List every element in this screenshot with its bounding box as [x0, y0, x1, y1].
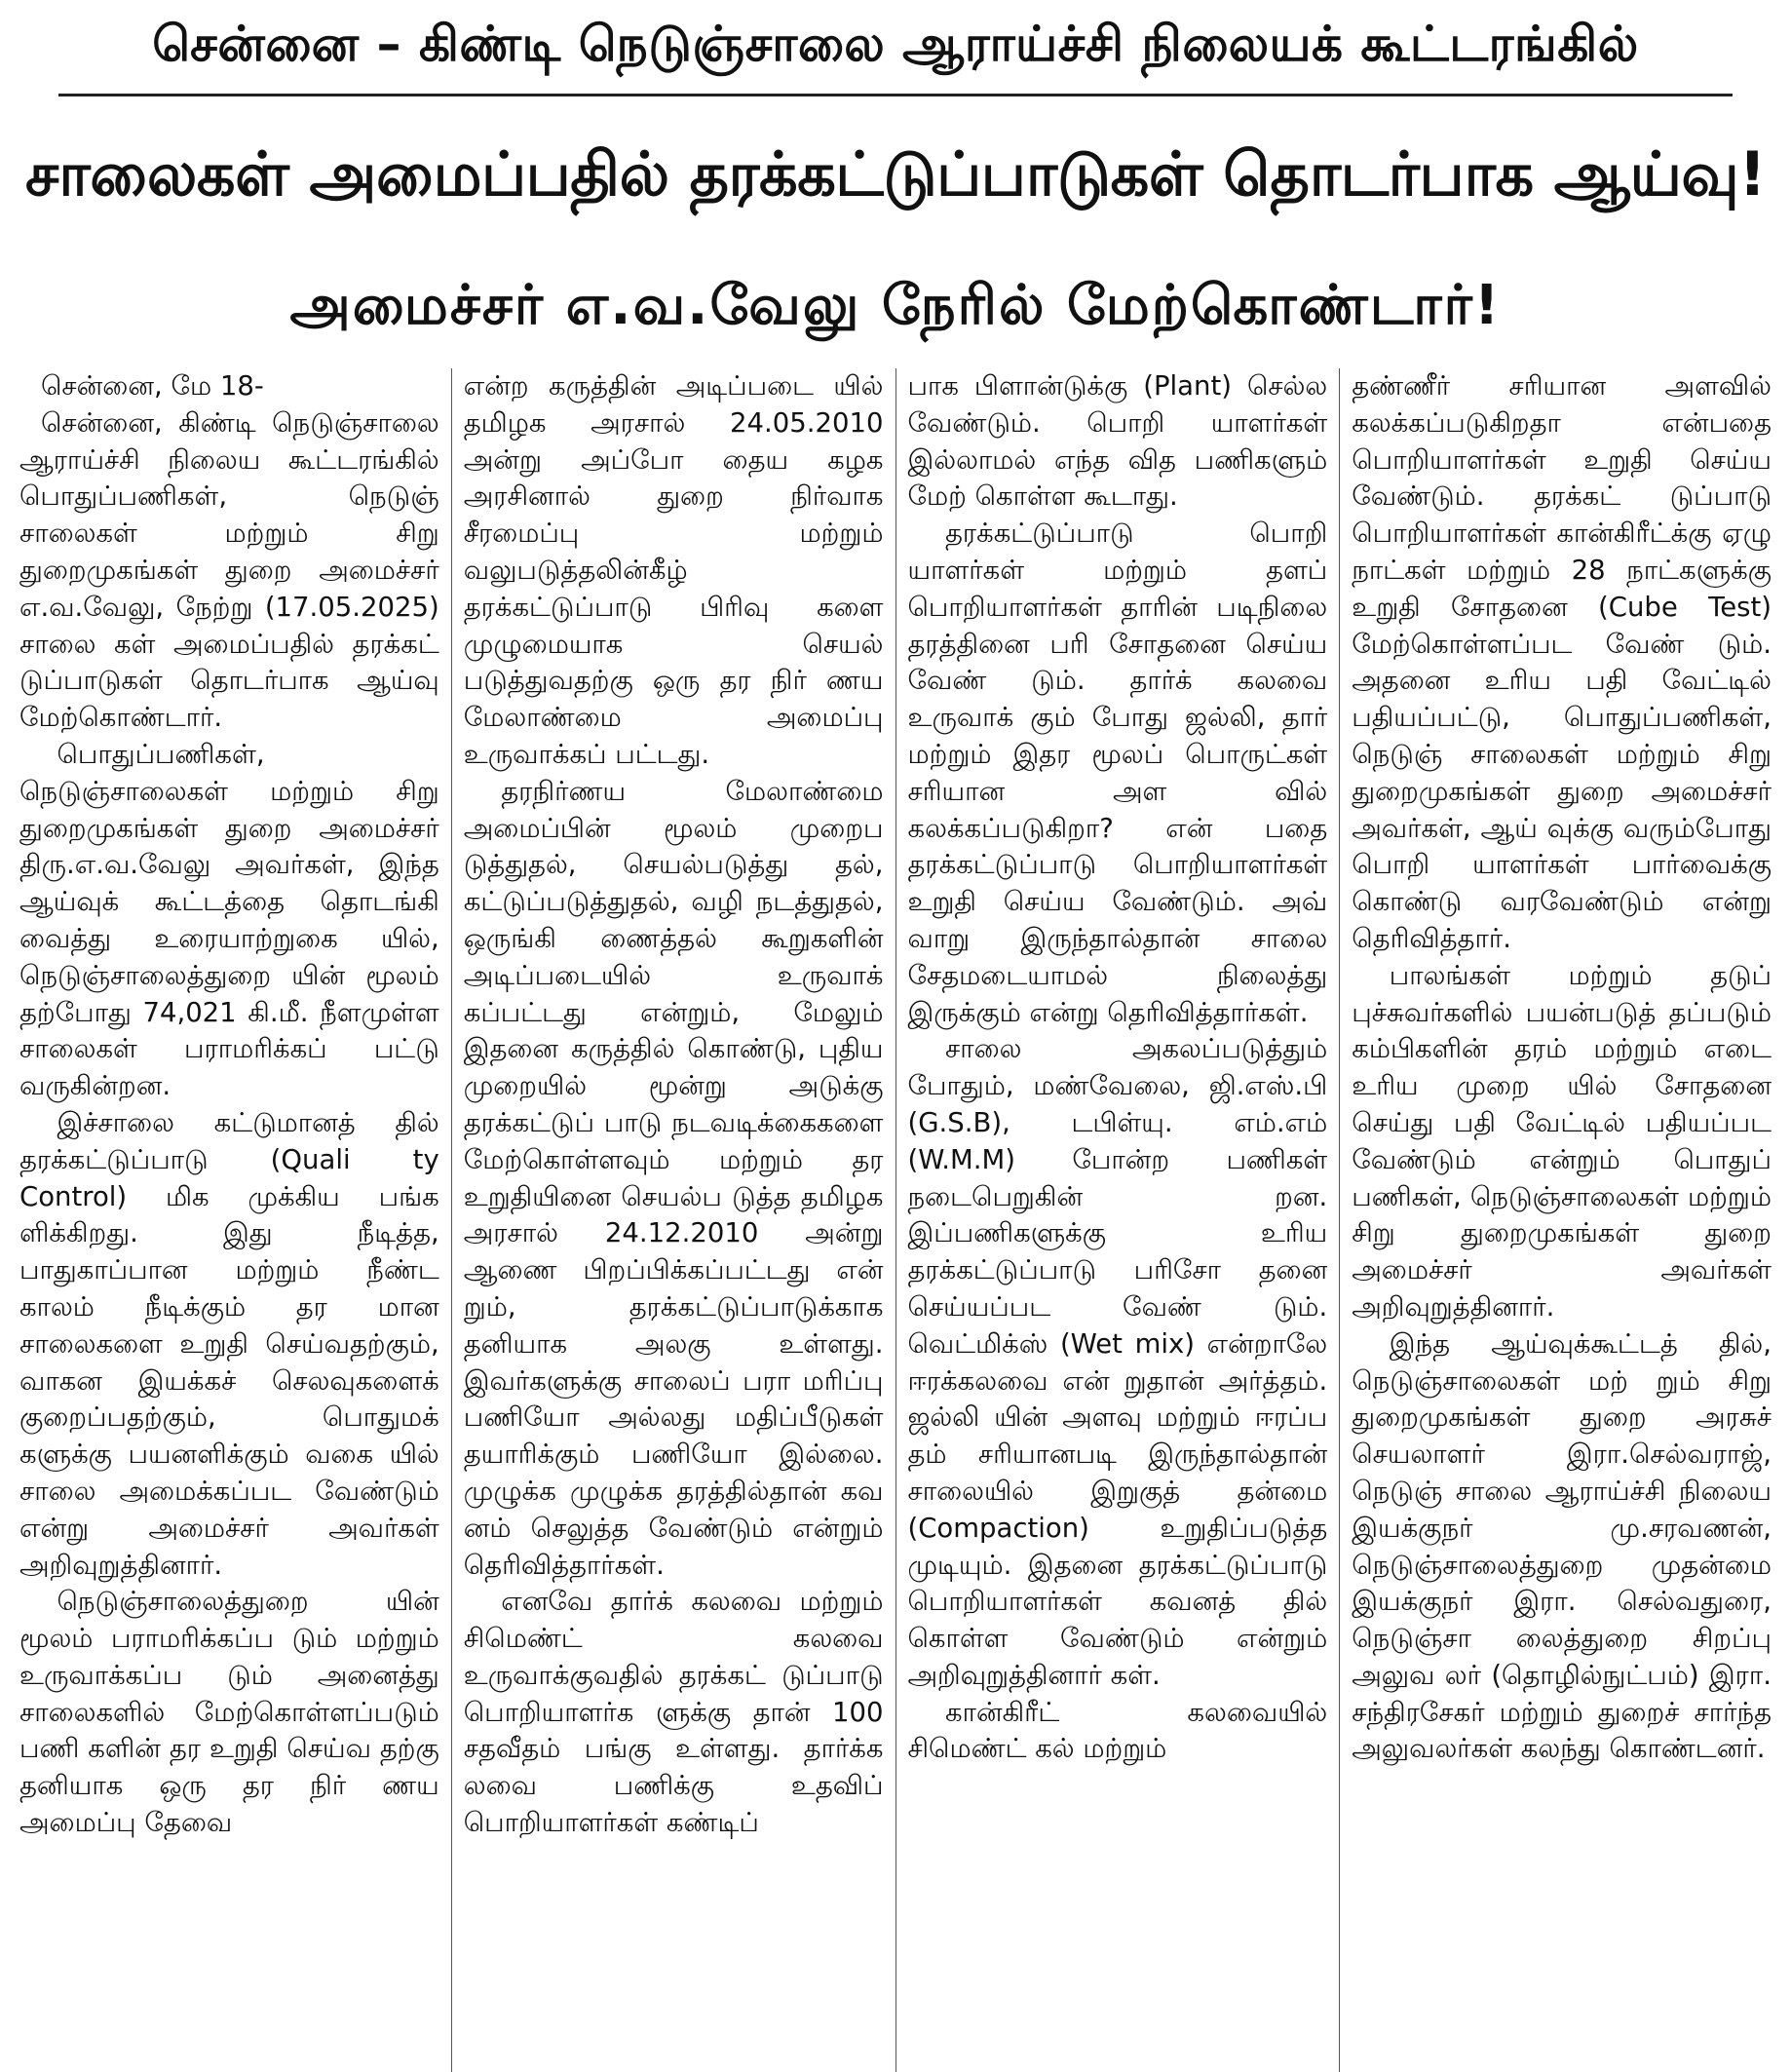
- column-4: [1339, 368, 1783, 2072]
- paragraph: தரக்கட்டுப்பாடு பொறி யாளர்கள் மற்றும் தளப் பொறியாளர்கள் தாரின் படிநிலை தரத்தினை பரி சோதனை செய்ய வேண் டும். தார்க் கலவை உருவாக் கும் போது ஜல்லி, தார் மற்றும் இதர மூலப் பொருட்கள் சரியான அள வில் கலக்கப்படுகிறா? என் பதை தரக்கட்டுப்பாடு பொறியாளர்கள் உறுதி செய்ய வேண்டும். அவ் வாறு இருந்தால்தான் சாலை சேதமடையாமல் நிலைத்து இருக்கும் என்று தெரிவித்தார்கள்.: [907, 518, 1328, 1028]
- paragraph: நெடுஞ்சாலைத்துறை யின் மூலம் பராமரிக்கப்ப டும் மற்றும் உருவாக்கப்ப டும் அனைத்து சாலைகளில் மேற்கொள்ளப்படும் பணி களின் தர உறுதி செய்வ தற்கு தனியாக ஒரு தர நிர் ணய அமைப்பு தேவை: [19, 1586, 439, 1839]
- kicker-headline: சென்னை – கிண்டி நெடுஞ்சாலை ஆராய்ச்சி நிலையக் கூட்டரங்கில்: [152, 15, 1639, 72]
- paragraph: என்ற கருத்தின் அடிப்படை யில் தமிழக அரசால் 24.05.2010 அன்று அப்போ தைய கழக அரசினால் துறை நிர்வாக சீரமைப்பு மற்றும் வலுபடுத்தலின்கீழ் தரக்கட்டுப்பாடு பிரிவு களை முழுமையாக செயல் படுத்துவதற்கு ஒரு தர நிர் ணய மேலாண்மை அமைப்பு உருவாக்கப் பட்டது.: [463, 370, 884, 770]
- paragraph: தரநிர்ணய மேலாண்மை அமைப்பின் மூலம் முறைப டுத்துதல், செயல்படுத்து தல், கட்டுப்படுத்துதல், வழி நடத்துதல், ஒருங்கி ணைத்தல் கூறுகளின் அடிப்படையில் உருவாக் கப்பட்டது என்றும், மேலும் இதனை கருத்தில் கொண்டு, புதிய முறையில் மூன்று அடுக்கு தரக்கட்டுப் பாடு நடவடிக்கைகளை மேற்கொள்ளவும் மற்றும் தர உறுதியினை செயல்ப டுத்த தமிழக அரசால் 24.12.2010 அன்று ஆணை பிறப்பிக்கப்பட்டது என் றும், தரக்கட்டுப்பாடுக்காக தனியாக அலகு உள்ளது. இவர்களுக்கு சாலைப் பரா மரிப்பு பணியோ அல்லது மதிப்பீடுகள் தயாரிக்கும் பணியோ இல்லை. முழுக்க முழுக்க தரத்தில்தான் கவ னம் செலுத்த வேண்டும் என்றும் தெரிவித்தார்கள்.: [463, 775, 884, 1581]
- paragraph: எனவே தார்க் கலவை மற்றும் சிமெண்ட் கலவை உருவாக்குவதில் தரக்கட் டுப்பாடு பொறியாளர்க ளுக்கு தான் 100 சதவீதம் பங்கு உள்ளது. தார்க்க லவை பணிக்கு உதவிப் பொறியாளர்கள் கண்டிப்: [463, 1586, 884, 1839]
- paragraph: பாலங்கள் மற்றும் தடுப் புச்சுவர்களில் பயன்படுத் தப்படும் கம்பிகளின் தரம் மற்றும் எடை உரிய முறை யில் சோதனை செய்து பதி வேட்டில் பதியப்பட வேண்டும் என்றும் பொதுப் பணிகள், நெடுஞ்சாலைகள் மற்றும் சிறு துறைமுகங்கள் துறை அமைச்சர் அவர்கள் அறிவுறுத்தினார்.: [1352, 959, 1772, 1323]
- paragraph: இச்சாலை கட்டுமானத் தில் தரக்கட்டுப்பாடு (Quali ty Control) மிக முக்கிய பங்க ளிக்கிறது. இது நீடித்த, பாதுகாப்பான மற்றும் நீண்ட காலம் நீடிக்கும் தர மான சாலைகளை உறுதி செய்வதற்கும், வாகன இயக்கச் செலவுகளைக் குறைப்பதற்கும், பொதுமக் களுக்கு பயனளிக்கும் வகை யில் சாலை அமைக்கப்பட வேண்டும் என்று அமைச்சர் அவர்கள் அறிவுறுத்தினார்.: [19, 1106, 439, 1581]
- paragraph: தண்ணீர் சரியான அளவில் கலக்கப்படுகிறதா என்பதை பொறியாளர்கள் உறுதி செய்ய வேண்டும். தரக்கட் டுப்பாடு பொறியாளர்கள் கான்கிரீட்க்கு ஏழு நாட்கள் மற்றும் 28 நாட்களுக்கு உறுதி சோதனை (Cube Test) மேற்கொள்ளப்பட வேண் டும். அதனை உரிய பதி வேட்டில் பதியப்பட்டு, பொதுப்பணிகள், நெடுஞ் சாலைகள் மற்றும் சிறு துறைமுகங்கள் துறை அமைச்சர் அவர்கள், ஆய் வுக்கு வரும்போது பொறி யாளர்கள் பார்வைக்கு கொண்டு வரவேண்டும் என்று தெரிவித்தார்.: [1352, 370, 1772, 954]
- paragraph: பொதுப்பணிகள், நெடுஞ்சாலைகள் மற்றும் சிறு துறைமுகங்கள் துறை அமைச்சர் திரு.எ.வ.வேலு அவர்கள், இந்த ஆய்வுக் கூட்டத்தை தொடங்கி வைத்து உரையாற்றுகை யில், நெடுஞ்சாலைத்துறை யின் மூலம் தற்போது 74,021 கி.மீ. நீளமுள்ள சாலைகள் பராமரிக்கப் பட்டு வருகின்றன.: [19, 738, 439, 1102]
- kicker-rule: [58, 94, 1733, 96]
- paragraph: சென்னை, கிண்டி நெடுஞ்சாலை ஆராய்ச்சி நிலைய கூட்டரங்கில் பொதுப்பணிகள், நெடுஞ் சாலைகள் மற்றும் சிறு துறைமுகங்கள் துறை அமைச்சர் எ.வ.வேலு, நேற்று (17.05.2025) சாலை கள் அமைப்பதில் தரக்கட் டுப்பாடுகள் தொடர்பாக ஆய்வு மேற்கொண்டார்.: [19, 406, 439, 734]
- paragraph: இந்த ஆய்வுக்கூட்டத் தில், நெடுஞ்சாலைகள் மற் றும் சிறு துறைமுகங்கள் துறை அரசுச் செயலாளர் இரா.செல்வராஜ், நெடுஞ் சாலை ஆராய்ச்சி நிலைய இயக்குநர் மு.சரவணன், நெடுஞ்சாலைத்துறை முதன்மை இயக்குநர் இரா. செல்வதுரை, நெடுஞ்சா லைத்துறை சிறப்பு அலுவ லர் (தொழில்நுட்பம்) இரா. சந்திரசேகர் மற்றும் துறைச் சார்ந்த அலுவலர்கள் கலந்து கொண்டனர்.: [1352, 1327, 1772, 1765]
- dateline: சென்னை, மே 18-: [41, 370, 264, 402]
- column-2: [451, 368, 896, 2072]
- sub-headline: அமைச்சர் எ.வ.வேலு நேரில் மேற்கொண்டார்!: [289, 274, 1502, 337]
- paragraph: சாலை அகலப்படுத்தும் போதும், மண்வேலை, ஜி.எஸ்.பி (G.S.B), டபிள்யு. எம்.எம் (W.M.M) போன்ற பணிகள் நடைபெறுகின் றன. இப்பணிகளுக்கு உரிய தரக்கட்டுப்பாடு பரிசோ தனை செய்யப்பட வேண் டும். வெட்மிக்ஸ் (Wet mix) என்றாலே ஈரக்கலவை என் றுதான் அர்த்தம். ஜல்லி யின் அளவு மற்றும் ஈரப்ப தம் சரியானபடி இருந்தால்தான் சாலையில் இறுகுத் தன்மை (Compaction) உறுதிப்படுத்த முடியும். இதனை தரக்கட்டுப்பாடு பொறியாளர்கள் கவனத் தில் கொள்ள வேண்டும் என்றும் அறிவுறுத்தினார் கள்.: [907, 1033, 1328, 1691]
- column-3: [896, 368, 1340, 2072]
- column-1: [8, 368, 451, 2072]
- article-body: [8, 368, 1783, 2072]
- paragraph: பாக பிளான்டுக்கு (Plant) செல்ல வேண்டும். பொறி யாளர்கள் இல்லாமல் எந்த வித பணிகளும் மேற் கொள்ள கூடாது.: [907, 370, 1328, 513]
- paragraph: கான்கிரீட் கலவையில் சிமெண்ட் கல் மற்றும்: [907, 1696, 1328, 1765]
- main-headline: சாலைகள் அமைப்பதில் தரக்கட்டுப்பாடுகள் தொடர்பாக ஆய்வு!: [25, 138, 1766, 210]
